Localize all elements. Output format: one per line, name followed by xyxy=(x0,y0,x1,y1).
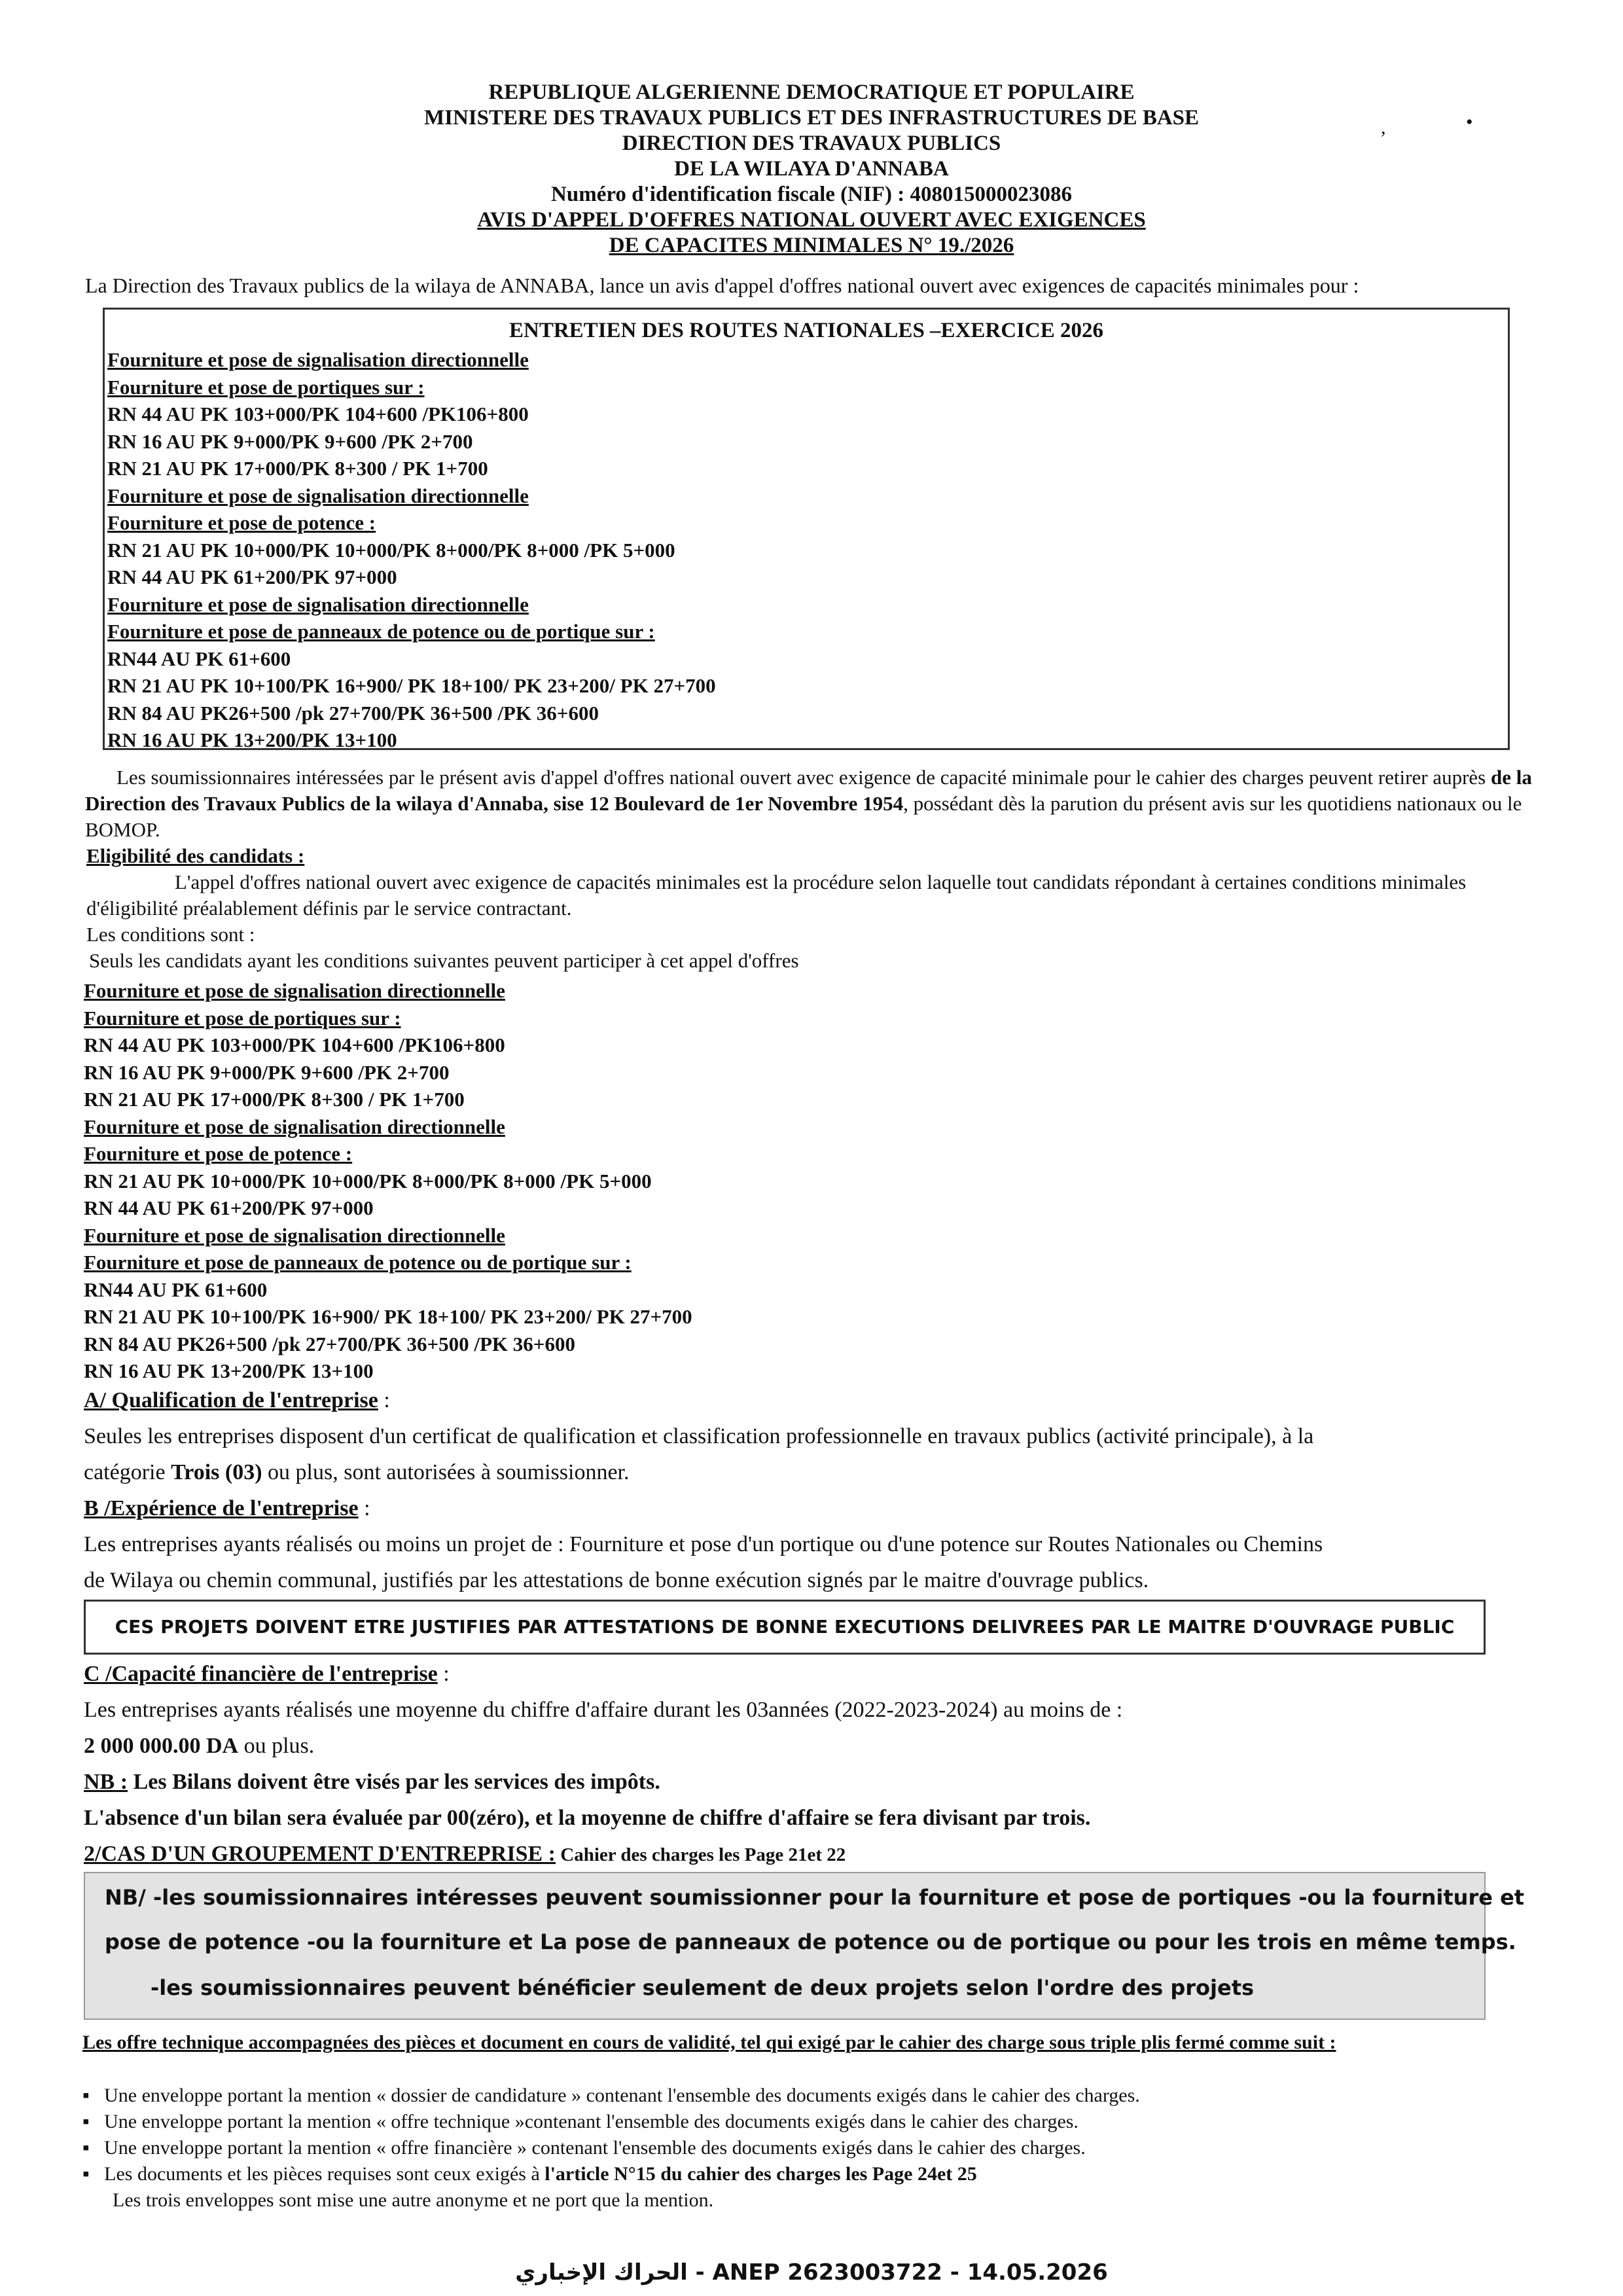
offres-item-article: l'article N°15 du cahier des charges les Page 24et 25 xyxy=(544,2163,977,2185)
qualification-category: Trois (03) xyxy=(171,1460,262,1484)
qualification-line2: catégorie xyxy=(84,1460,171,1484)
qualification-line1: Seules les entreprises disposent d'un certificat de qualification et classification professionnelle en travaux publics (activité principale), à la xyxy=(84,1424,1314,1448)
offres-item-technique: Une enveloppe portant la mention « offre technique »contenant l'ensemble des documents exigés dans le cahier des charges. xyxy=(104,2111,1079,2132)
intro-text: La Direction des Travaux publics de la wilaya de ANNABA, lance un avis d'appel d'offres national ouvert avec exigences de capacités minimales pour : xyxy=(85,274,1359,297)
list-item: Fourniture et pose de potence : xyxy=(107,511,376,534)
list-item: RN 44 AU PK 103+000/PK 104+600 /PK106+800 xyxy=(84,1033,505,1056)
nb-label: NB : xyxy=(84,1770,128,1794)
scan-dot: , xyxy=(1381,117,1386,138)
list-item: RN 16 AU PK 9+000/PK 9+600 /PK 2+700 xyxy=(84,1060,450,1084)
list-item: Fourniture et pose de portiques sur : xyxy=(107,375,425,399)
eligibilite-heading: Eligibilité des candidats : xyxy=(86,844,305,867)
experience-heading: B /Expérience de l'entreprise xyxy=(84,1496,359,1520)
list-item: Fourniture et pose de signalisation directionnelle xyxy=(107,592,529,616)
capacite-section xyxy=(84,1656,1122,1873)
qualification-section xyxy=(84,1382,1323,1598)
list-item: ▪ Une enveloppe portant la mention « offre financière » contenant l'ensemble des documents exigés dans le cahier des charges. xyxy=(82,2137,1086,2159)
list-item: RN 44 AU PK 61+200/PK 97+000 xyxy=(84,1196,374,1219)
eligibilite-section xyxy=(86,843,1552,974)
list-item: RN 44 AU PK 61+200/PK 97+000 xyxy=(107,565,397,588)
list-item: Fourniture et pose de signalisation directionnelle xyxy=(84,1115,505,1138)
nb-line1: NB/ -les soumissionnaires intéresses peuvent soumissionner pour la fourniture et pose de portiques -ou la fourniture et xyxy=(105,1885,1525,1910)
lots-box-title: ENTRETIEN DES ROUTES NATIONALES –EXERCICE 2026 xyxy=(508,319,1103,342)
list-item: RN 21 AU PK 17+000/PK 8+300 / PK 1+700 xyxy=(107,457,488,480)
scan-dot: • xyxy=(1466,111,1473,133)
header-nif: Numéro d'identification fiscale (NIF) : 408015000023086 xyxy=(551,183,1072,206)
conditions-list xyxy=(84,977,692,1385)
list-item: RN 21 AU PK 10+000/PK 10+000/PK 8+000/PK 8+000 /PK 5+000 xyxy=(107,538,675,562)
experience-line2: de Wilaya ou chemin communal, justifiés par les attestations de bonne exécution signés par le maitre d'ouvrage publics. xyxy=(84,1568,1149,1592)
list-item: Fourniture et pose de signalisation directionnelle xyxy=(84,979,505,1002)
lots-box xyxy=(103,308,1510,750)
header-avis-number: DE CAPACITES MINIMALES N° 19./2026 xyxy=(609,234,1014,257)
list-item: RN 84 AU PK26+500 /pk 27+700/PK 36+500 /PK 36+600 xyxy=(107,701,599,725)
capacite-line1: Les entreprises ayants réalisés une moyenne du chiffre d'affaire durant les 03années (2022-2023-2024) au moins de : xyxy=(84,1698,1123,1722)
header-wilaya: DE LA WILAYA D'ANNABA xyxy=(674,157,949,181)
list-item: RN 21 AU PK 10+100/PK 16+900/ PK 18+100/ PK 23+200/ PK 27+700 xyxy=(84,1305,692,1328)
qualification-heading: A/ Qualification de l'entreprise xyxy=(84,1388,378,1412)
list-item: ▪ Une enveloppe portant la mention « offre technique »contenant l'ensemble des documents exigés dans le cahier des charges. xyxy=(82,2111,1079,2132)
list-item: RN 21 AU PK 17+000/PK 8+300 / PK 1+700 xyxy=(84,1088,465,1111)
list-item: RN 44 AU PK 103+000/PK 104+600 /PK106+800 xyxy=(107,403,529,425)
offres-heading: Les offre technique accompagnées des pièces et document en cours de validité, tel qui exigé par le cahier des charge sous triple plis fermé comme suit : xyxy=(82,2032,1336,2053)
list-item: RN 21 AU PK 10+100/PK 16+900/ PK 18+100/ PK 23+200/ PK 27+700 xyxy=(107,674,716,697)
list-item: RN 21 AU PK 10+000/PK 10+000/PK 8+000/PK 8+000 /PK 5+000 xyxy=(84,1169,652,1193)
list-item: Fourniture et pose de signalisation directionnelle xyxy=(107,484,529,507)
retrait-text-end: , possédant dès la parution du présent avis sur les quotidiens nationaux ou le BOMOP. xyxy=(85,792,1522,841)
capacite-heading: C /Capacité financière de l'entreprise xyxy=(84,1662,438,1686)
groupement-ref: Cahier des charges les Page 21et 22 xyxy=(556,1844,846,1865)
nb-line3: -les soumissionnaires peuvent bénéficier seulement de deux projets selon l'ordre des projets xyxy=(151,1975,1255,2000)
list-item: Fourniture et pose de portiques sur : xyxy=(84,1006,401,1030)
footer-anep: الحراك الإخباري - ANEP 2623003722 - 14.05.2026 xyxy=(515,2259,1108,2286)
list-item: ▪ Les documents et les pièces requises sont ceux exigés à l'article N°15 du cahier des charges les Page 24et 25 xyxy=(82,2163,977,2185)
offres-list xyxy=(82,2083,1140,2214)
capacite-amount-rest: ou plus. xyxy=(238,1734,315,1758)
nb-text: Les Bilans doivent être visés par les services des impôts. xyxy=(128,1770,660,1794)
header-republic: REPUBLIQUE ALGERIENNE DEMOCRATIQUE ET POPULAIRE xyxy=(488,81,1135,104)
offres-item-financiere: Une enveloppe portant la mention « offre financière » contenant l'ensemble des documents exigés dans le cahier des charges. xyxy=(104,2137,1086,2159)
header-avis-title: AVIS D'APPEL D'OFFRES NATIONAL OUVERT AVEC EXIGENCES xyxy=(477,208,1146,232)
header-block xyxy=(0,80,1623,259)
conditions-text: Seuls les candidats ayant les conditions suivantes peuvent participer à cet appel d'offres xyxy=(89,949,799,972)
experience-colon: : xyxy=(358,1496,370,1520)
list-item: ▪ Une enveloppe portant la mention « dossier de candidature » contenant l'ensemble des documents exigés dans le cahier des charges. xyxy=(82,2085,1140,2106)
nb-notice-box xyxy=(84,1872,1525,2020)
retrait-text: Les soumissionnaires intéressées par le présent avis d'appel d'offres national ouvert avec exigence de capacité minimale pour le cahier des charges peuvent retirer auprès xyxy=(116,766,1486,789)
list-item: RN 16 AU PK 13+200/PK 13+100 xyxy=(107,728,397,751)
list-item: Fourniture et pose de panneaux de potence ou de portique sur : xyxy=(107,620,655,643)
list-item: RN 16 AU PK 13+200/PK 13+100 xyxy=(84,1359,374,1382)
qualification-line2-end: ou plus, sont autorisées à soumissionner. xyxy=(262,1460,630,1484)
eligibilite-text: L'appel d'offres national ouvert avec exigence de capacités minimales est la procédure selon laquelle tout candidats répondant à certaines conditions minimales d'éligibilité préalablement définis par le service contractant. xyxy=(86,870,1467,920)
list-item: Fourniture et pose de signalisation directionnelle xyxy=(107,348,529,371)
list-item: RN44 AU PK 61+600 xyxy=(107,647,291,670)
qualification-colon: : xyxy=(378,1388,390,1412)
list-item: RN 16 AU PK 9+000/PK 9+600 /PK 2+700 xyxy=(107,429,473,453)
experience-line1: Les entreprises ayants réalisés ou moins un projet de : Fourniture et pose d'un portique ou d'une potence sur Routes Nationales ou Chemins xyxy=(84,1532,1323,1556)
justification-notice: CES PROJETS DOIVENT ETRE JUSTIFIES PAR ATTESTATIONS DE BONNE EXECUTIONS DELIVREES PAR LE MAITRE D'OUVRAGE PUBLIC xyxy=(84,1600,1486,1655)
list-item: RN44 AU PK 61+600 xyxy=(84,1278,268,1301)
capacite-colon: : xyxy=(437,1662,450,1686)
header-ministry: MINISTERE DES TRAVAUX PUBLICS ET DES INFRASTRUCTURES DE BASE xyxy=(423,106,1200,130)
conditions-label: Les conditions sont : xyxy=(86,923,255,946)
lots-box-list xyxy=(107,346,716,754)
groupement-heading: 2/CAS D'UN GROUPEMENT D'ENTREPRISE : xyxy=(84,1842,556,1866)
header-direction: DIRECTION DES TRAVAUX PUBLICS xyxy=(622,132,1001,155)
list-item: Fourniture et pose de panneaux de potence ou de portique sur : xyxy=(84,1251,632,1274)
offres-item-candidature: Une enveloppe portant la mention « dossier de candidature » contenant l'ensemble des documents exigés dans le cahier des charges. xyxy=(104,2085,1140,2106)
capacite-amount: 2 000 000.00 DA xyxy=(84,1734,239,1758)
offres-last-line: Les trois enveloppes sont mise une autre anonyme et ne port que la mention. xyxy=(113,2189,714,2211)
retrait-paragraph xyxy=(85,764,1551,843)
list-item: RN 84 AU PK26+500 /pk 27+700/PK 36+500 /PK 36+600 xyxy=(84,1332,575,1355)
absence-text: L'absence d'un bilan sera évaluée par 00(zéro), et la moyenne de chiffre d'affaire se fera divisant par trois. xyxy=(84,1806,1091,1830)
offres-item-documents: Les documents et les pièces requises sont ceux exigés à xyxy=(104,2163,545,2185)
nb-line2: pose de potence -ou la fourniture et La pose de panneaux de potence ou de portique ou pour les trois en même temps. xyxy=(105,1929,1516,1954)
list-item: Fourniture et pose de signalisation directionnelle xyxy=(84,1223,505,1247)
retrait-address: de la Direction des Travaux Publics de la wilaya d'Annaba, sise 12 Boulevard de 1er Novembre 1954 xyxy=(85,766,1532,815)
list-item: Fourniture et pose de potence : xyxy=(84,1142,353,1165)
